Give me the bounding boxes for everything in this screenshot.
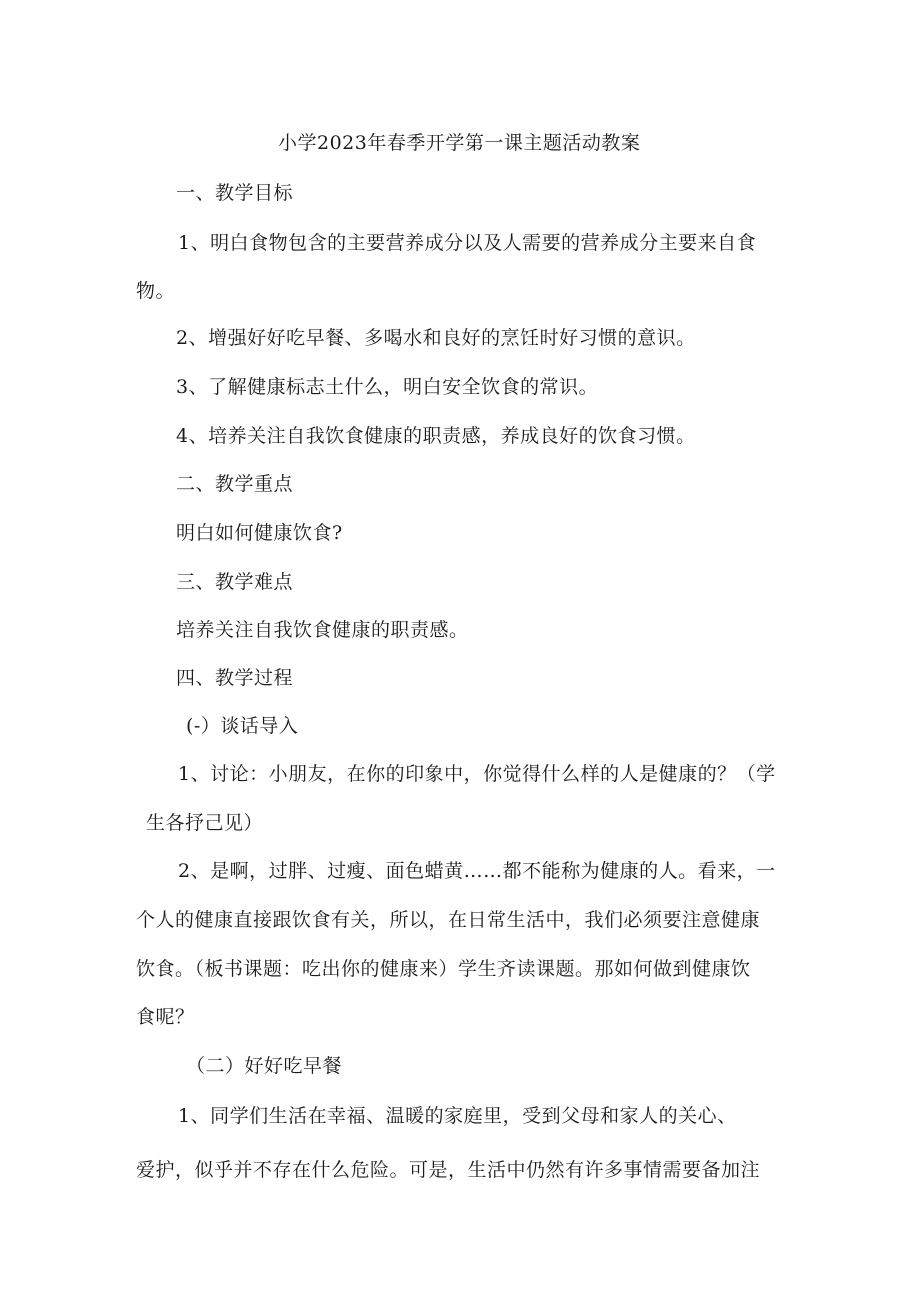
objective-4: 4、培养关注自我饮食健康的职责感，养成良好的饮食习惯。: [176, 425, 696, 447]
section-heading-process: 四、教学过程: [176, 667, 294, 689]
key-points-body: 明白如何健康饮食?: [176, 522, 343, 544]
subsection-heading-breakfast: （二）好好吃早餐: [186, 1055, 343, 1077]
intro-p1-line-2: 生各抒己见）: [146, 812, 264, 834]
objective-3: 3、了解健康标志土什么，明白安全饮食的常识。: [176, 376, 599, 398]
subsection-heading-intro: (-）谈话导入: [186, 715, 299, 737]
document-title: 小学2023年春季开学第一课主题活动教案: [278, 132, 641, 154]
intro-p2-line-4: 食呢？: [136, 1006, 195, 1028]
objective-1-line-1: 1、明白食物包含的主要营养成分以及人需要的营养成分主要来自食: [178, 232, 757, 254]
section-heading-key-points: 二、教学重点: [176, 473, 294, 495]
intro-p1-line-1: 1、讨论：小朋友，在你的印象中，你觉得什么样的人是健康的？（学: [178, 763, 776, 785]
intro-p2-line-3: 饮食。（板书课题：吃出你的健康来）学生齐读课题。那如何做到健康饮: [136, 958, 751, 980]
breakfast-p1-line-1: 1、同学们生活在幸福、温暖的家庭里，受到父母和家人的关心、: [178, 1105, 737, 1127]
section-heading-objectives: 一、教学目标: [176, 182, 294, 204]
intro-p2-line-2: 个人的健康直接跟饮食有关，所以，在日常生活中，我们必须要注意健康: [136, 909, 761, 931]
objective-2: 2、增强好好吃早餐、多喝水和良好的烹饪时好习惯的意识。: [176, 327, 696, 349]
difficulties-body: 培养关注自我饮食健康的职责感。: [176, 619, 469, 641]
objective-1-line-2: 物。: [136, 280, 176, 302]
intro-p2-line-1: 2、是啊，过胖、过瘦、面色蜡黄……都不能称为健康的人。看来，一: [178, 860, 776, 882]
section-heading-difficulties: 三、教学难点: [176, 571, 294, 593]
breakfast-p1-line-2: 爱护，似乎并不存在什么危险。可是，生活中仍然有许多事情需要备加注: [136, 1159, 761, 1181]
